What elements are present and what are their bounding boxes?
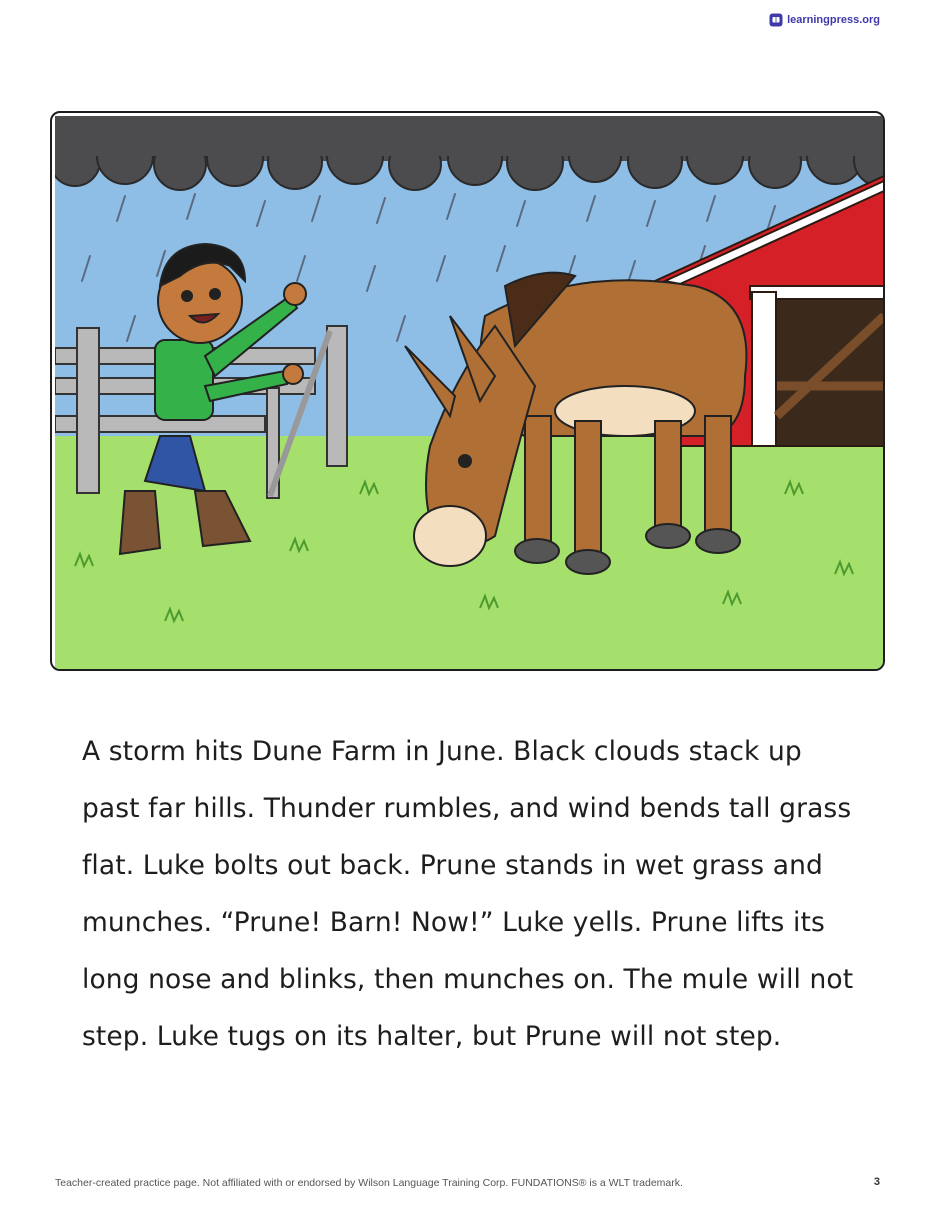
farm-storm-scene [55, 116, 884, 670]
book-icon [769, 13, 783, 27]
site-name: learningpress.org [787, 14, 880, 26]
story-illustration [50, 111, 885, 671]
story-text [82, 723, 872, 1065]
site-brand[interactable] [769, 13, 880, 27]
story-line: munches. “Prune! Barn! Now!” Luke yells. Prune lifts its [82, 907, 825, 938]
storm-clouds [55, 116, 884, 190]
footer-disclaimer: Teacher-created practice page. Not affiliated with or endorsed by Wilson Language Training Corp. FUNDATIONS® is a WLT trademark. [55, 1177, 683, 1189]
story-line: long nose and blinks, then munches on. The mule will not [82, 964, 854, 995]
story-line: step. Luke tugs on its halter, but Prune will not step. [82, 1021, 782, 1052]
story-line: flat. Luke bolts out back. Prune stands in wet grass and [82, 850, 823, 881]
story-line: past far hills. Thunder rumbles, and wind bends tall grass [82, 793, 852, 824]
story-line: A storm hits Dune Farm in June. Black clouds stack up [82, 736, 802, 767]
page-number: 3 [873, 1176, 880, 1188]
